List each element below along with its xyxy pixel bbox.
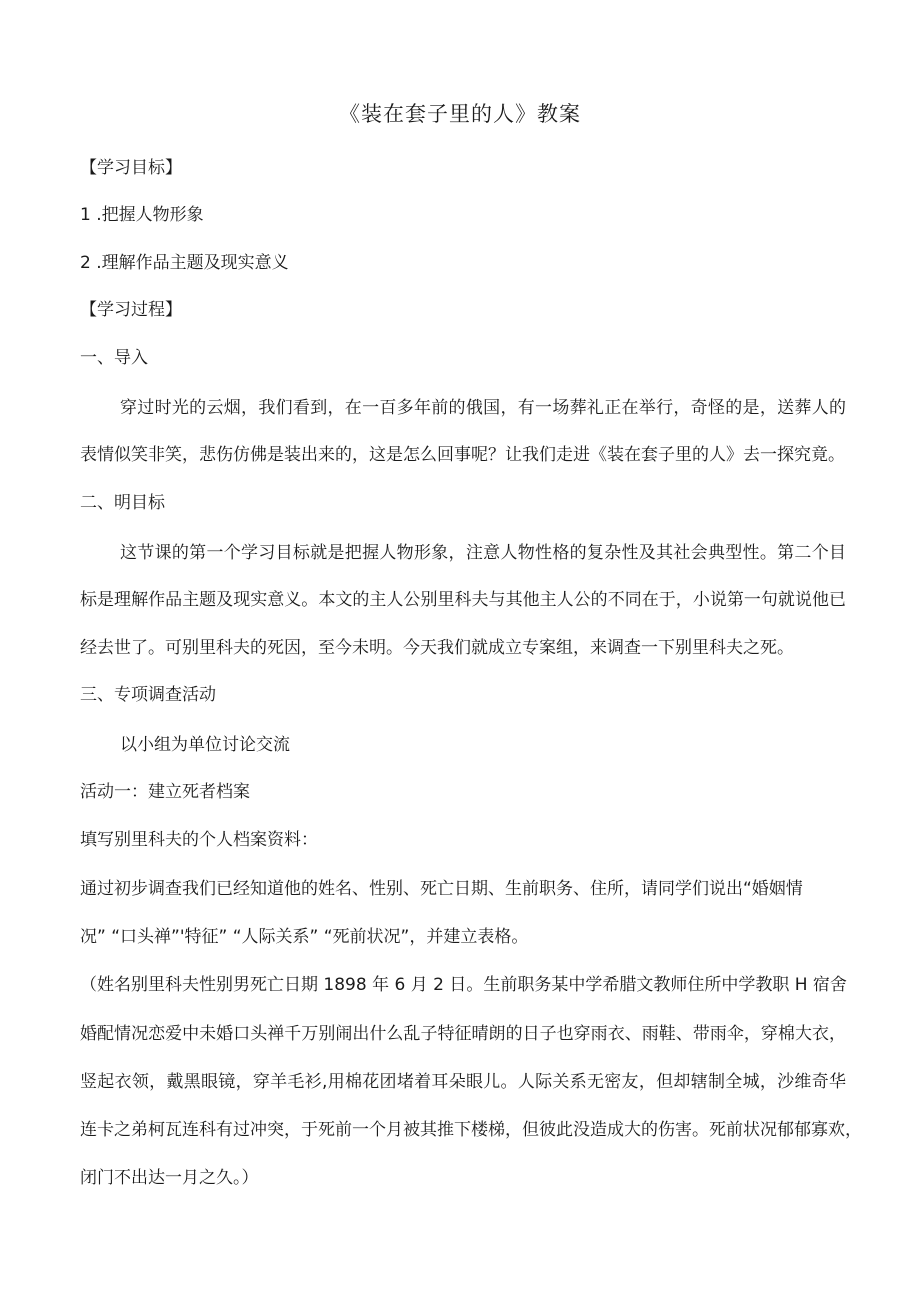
- survey-paragraph-line-1: 通过初步调查我们已经知道他的姓名、性别、死亡日期、生前职务、住所，请同学们说出“婚姻情: [80, 879, 803, 899]
- group-note: 以小组为单位讨论交流: [120, 735, 290, 755]
- goal-item-2: 2 .理解作品主题及现实意义: [80, 253, 289, 273]
- record-paragraph-line-4: 连卡之弟柯瓦连科有过冲突，于死前一个月被其推下楼梯，但彼此没造成大的伤害。死前状况郁郁寡欢，: [80, 1120, 862, 1140]
- goals-paragraph-line-3: 经去世了。可别里科夫的死因，至今未明。今天我们就成立专案组，来调查一下别里科夫之死。: [80, 638, 794, 658]
- intro-paragraph-line-1: 穿过时光的云烟，我们看到，在一百多年前的俄国，有一场葬礼正在举行，奇怪的是，送葬人的: [120, 398, 846, 418]
- record-paragraph-line-2: 婚配情况恋爱中未婚口头禅千万别闹出什么乱子特征晴朗的日子也穿雨衣、雨鞋、带雨伞，穿棉大衣，: [80, 1024, 846, 1044]
- record-paragraph-line-3: 竖起衣领，戴黑眼镜，穿羊毛衫,用棉花团堵着耳朵眼儿。人际关系无密友，但却辖制全城，沙维奇华: [80, 1072, 846, 1092]
- fill-in-instruction: 填写别里科夫的个人档案资料：: [80, 830, 318, 850]
- survey-paragraph-line-2: 况” “口头禅”'特征” “人际关系” “死前状况”，并建立表格。: [80, 927, 529, 947]
- part-heading-intro: 一、导入: [80, 348, 148, 368]
- activity-heading-1: 活动一：建立死者档案: [80, 782, 250, 802]
- section-heading-goals: 【学习目标】: [80, 158, 182, 178]
- goals-paragraph-line-1: 这节课的第一个学习目标就是把握人物形象，注意人物性格的复杂性及其社会典型性。第二个目: [120, 543, 846, 563]
- goal-item-1: 1 .把握人物形象: [80, 205, 204, 225]
- part-heading-investigation: 三、专项调查活动: [80, 685, 216, 705]
- section-heading-process: 【学习过程】: [80, 300, 182, 320]
- goals-paragraph-line-2: 标是理解作品主题及现实意义。本文的主人公别里科夫与其他主人公的不同在于，小说第一句就说他已: [80, 590, 846, 610]
- document-title: 《装在套子里的人》教案: [339, 102, 581, 126]
- record-paragraph-line-1: （姓名别里科夫性别男死亡日期 1898 年 6 月 2 日。生前职务某中学希腊文教师住所中学教职 H 宿舍: [80, 975, 847, 995]
- part-heading-goals: 二、明目标: [80, 493, 165, 513]
- record-paragraph-line-5: 闭门不出达一月之久。）: [80, 1168, 259, 1188]
- intro-paragraph-line-2: 表情似笑非笑，悲伤仿佛是装出来的，这是怎么回事呢？让我们走进《装在套子里的人》去一探究竟。: [80, 445, 845, 465]
